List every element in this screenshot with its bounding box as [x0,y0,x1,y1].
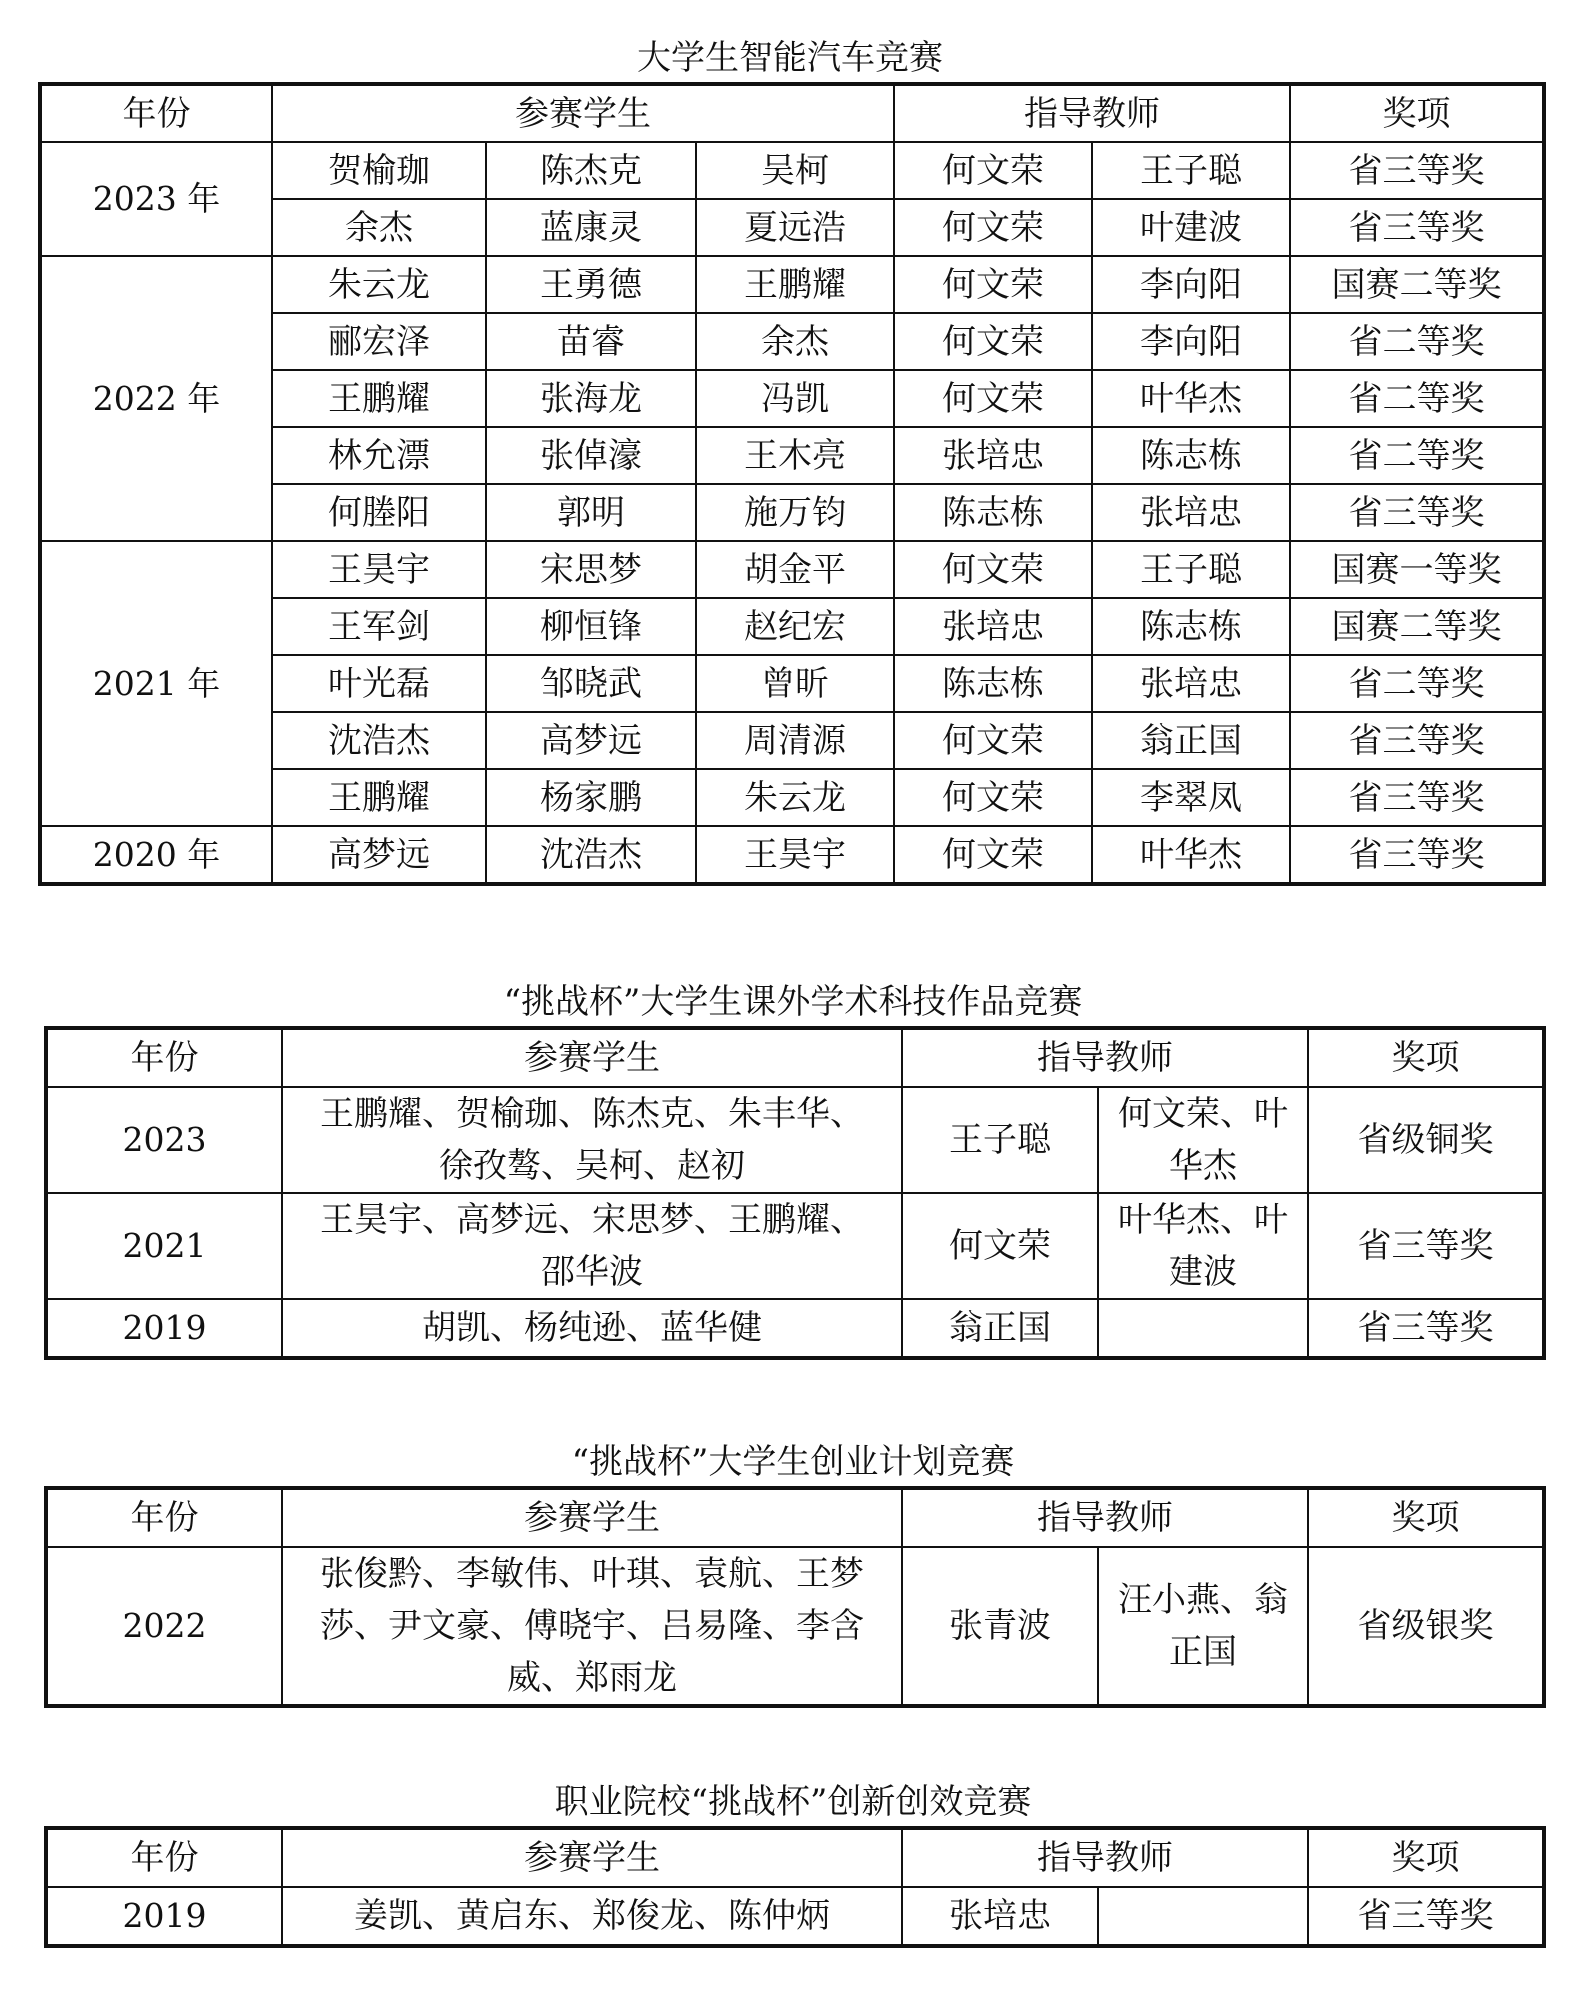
student-cell: 张倬濠 [486,427,696,484]
student-cell: 夏远浩 [696,199,894,256]
student-cell: 王勇德 [486,256,696,313]
students-header: 参赛学生 [272,84,894,142]
teacher-cell: 李向阳 [1092,256,1290,313]
teacher-cell: 翁正国 [902,1299,1098,1358]
student-cell: 郦宏泽 [272,313,486,370]
challenge-cup-academic-title: “挑战杯”大学生课外学术科技作品竞赛 [503,982,1083,1022]
year-cell: 2021 [46,1193,282,1299]
award-header: 奖项 [1308,1488,1544,1547]
teacher-line: 叶华杰、叶 [1118,1200,1288,1240]
teacher-cell: 张培忠 [1092,655,1290,712]
teacher-cell: 何文荣 [894,256,1092,313]
teacher-cell: 何文荣 [894,712,1092,769]
student-cell: 王军剑 [272,598,486,655]
table-header-row [46,1828,1544,1887]
teacher-cell: 陈志栋 [1092,427,1290,484]
teachers-header: 指导教师 [894,84,1290,142]
award-cell: 省三等奖 [1308,1193,1544,1299]
table-header-row [40,84,1544,142]
students-line: 王昊宇、高梦远、宋思梦、王鹏耀、 [320,1200,864,1240]
year-cell: 2022 [46,1547,282,1706]
year-header: 年份 [46,1828,282,1887]
teacher-cell: 张培忠 [902,1887,1098,1946]
award-cell: 省三等奖 [1308,1887,1544,1946]
teacher-cell: 陈志栋 [894,484,1092,541]
student-cell: 宋思梦 [486,541,696,598]
students-cell: 胡凯、杨纯逊、蓝华健 [282,1299,902,1358]
student-cell: 蓝康灵 [486,199,696,256]
year-cell: 2023 年 [40,142,272,256]
student-cell: 高梦远 [272,826,486,884]
students-line: 徐孜骜、吴柯、赵初 [439,1146,745,1186]
year-cell: 2023 [46,1087,282,1193]
teacher-cell: 何文荣 [894,199,1092,256]
teacher-line: 何文荣、叶 [1118,1094,1288,1134]
student-cell: 吴柯 [696,142,894,199]
award-header: 奖项 [1290,84,1544,142]
student-cell: 王昊宇 [272,541,486,598]
teacher-cell: 王子聪 [1092,142,1290,199]
award-cell: 省三等奖 [1290,769,1544,826]
year-cell: 2021 年 [40,541,272,826]
smart-car-competition-section [38,38,1542,886]
vocational-challenge-cup-table [44,1826,1546,1948]
table-header-row [46,1488,1544,1547]
award-header: 奖项 [1308,1028,1544,1087]
teacher-cell-empty [1098,1887,1308,1946]
vocational-challenge-cup-section [44,1782,1542,1948]
student-cell: 沈浩杰 [486,826,696,884]
teacher-cell: 张青波 [902,1547,1098,1706]
year-header: 年份 [46,1028,282,1087]
teacher-cell: 张培忠 [894,427,1092,484]
student-cell: 杨家鹏 [486,769,696,826]
smart-car-table-title: 大学生智能汽车竞赛 [637,38,943,78]
teacher-cell: 何文荣 [894,313,1092,370]
teacher-cell: 何文荣 [894,769,1092,826]
award-cell: 国赛二等奖 [1290,256,1544,313]
award-cell: 省二等奖 [1290,655,1544,712]
award-cell: 省三等奖 [1290,199,1544,256]
students-cell: 姜凯、黄启东、郑俊龙、陈仲炳 [282,1887,902,1946]
vocational-challenge-cup-title: 职业院校“挑战杯”创新创效竞赛 [554,1782,1032,1822]
challenge-cup-academic-table [44,1026,1546,1360]
teacher-cell: 何文荣 [894,370,1092,427]
table-header-row [46,1028,1544,1087]
students-header: 参赛学生 [282,1028,902,1087]
teacher-cell: 何文荣 [894,541,1092,598]
teacher-line: 汪小燕、翁 [1118,1580,1288,1620]
teacher-cell [1098,1087,1308,1193]
student-cell: 周清源 [696,712,894,769]
award-cell: 国赛一等奖 [1290,541,1544,598]
student-cell: 沈浩杰 [272,712,486,769]
students-cell [282,1193,902,1299]
teacher-cell: 陈志栋 [894,655,1092,712]
student-cell: 王昊宇 [696,826,894,884]
student-cell: 王木亮 [696,427,894,484]
student-cell: 王鹏耀 [696,256,894,313]
student-cell: 何塍阳 [272,484,486,541]
student-cell: 陈杰克 [486,142,696,199]
student-cell: 王鹏耀 [272,769,486,826]
year-cell: 2022 年 [40,256,272,541]
student-cell: 林允漂 [272,427,486,484]
award-cell: 省三等奖 [1290,826,1544,884]
year-cell: 2019 [46,1887,282,1946]
teacher-cell: 何文荣 [894,142,1092,199]
student-cell: 曾昕 [696,655,894,712]
table-row [46,1193,1544,1299]
year-cell: 2020 年 [40,826,272,884]
teacher-line: 华杰 [1169,1146,1237,1186]
table-row [40,142,1544,199]
students-line: 莎、尹文豪、傅晓宇、吕易隆、李含 [320,1606,864,1646]
award-cell: 省二等奖 [1290,370,1544,427]
student-cell: 施万钧 [696,484,894,541]
award-cell: 省三等奖 [1290,142,1544,199]
table-row [40,826,1544,884]
student-cell: 柳恒锋 [486,598,696,655]
student-cell: 王鹏耀 [272,370,486,427]
teachers-header: 指导教师 [902,1488,1308,1547]
teacher-cell: 陈志栋 [1092,598,1290,655]
table-row [46,1299,1544,1358]
award-cell: 省级银奖 [1308,1547,1544,1706]
teacher-cell: 张培忠 [1092,484,1290,541]
teacher-cell [1098,1193,1308,1299]
student-cell: 赵纪宏 [696,598,894,655]
challenge-cup-startup-title: “挑战杯”大学生创业计划竞赛 [571,1442,1015,1482]
student-cell: 余杰 [696,313,894,370]
teacher-cell: 王子聪 [1092,541,1290,598]
award-cell: 省三等奖 [1290,484,1544,541]
teachers-header: 指导教师 [902,1828,1308,1887]
award-cell: 省二等奖 [1290,427,1544,484]
student-cell: 郭明 [486,484,696,541]
teacher-cell: 张培忠 [894,598,1092,655]
student-cell: 高梦远 [486,712,696,769]
table-row [40,256,1544,313]
year-header: 年份 [46,1488,282,1547]
challenge-cup-startup-section [44,1442,1542,1708]
award-cell: 国赛二等奖 [1290,598,1544,655]
teacher-line: 建波 [1169,1252,1237,1292]
table-row [46,1547,1544,1706]
students-line: 邵华波 [541,1252,643,1292]
teacher-cell-empty [1098,1299,1308,1358]
student-cell: 苗睿 [486,313,696,370]
teacher-cell: 翁正国 [1092,712,1290,769]
students-line: 威、郑雨龙 [507,1658,677,1698]
table-row [40,541,1544,598]
year-cell: 2019 [46,1299,282,1358]
students-cell [282,1547,902,1706]
teacher-cell: 何文荣 [902,1193,1098,1299]
student-cell: 朱云龙 [272,256,486,313]
year-header: 年份 [40,84,272,142]
teacher-cell [1098,1547,1308,1706]
award-header: 奖项 [1308,1828,1544,1887]
teacher-cell: 李翠凤 [1092,769,1290,826]
table-row [46,1087,1544,1193]
teacher-cell: 叶建波 [1092,199,1290,256]
student-cell: 邹晓武 [486,655,696,712]
students-header: 参赛学生 [282,1488,902,1547]
teacher-cell: 王子聪 [902,1087,1098,1193]
student-cell: 叶光磊 [272,655,486,712]
teacher-cell: 叶华杰 [1092,826,1290,884]
table-row [46,1887,1544,1946]
students-line: 王鹏耀、贺榆珈、陈杰克、朱丰华、 [320,1094,864,1134]
award-cell: 省二等奖 [1290,313,1544,370]
award-cell: 省三等奖 [1290,712,1544,769]
teachers-header: 指导教师 [902,1028,1308,1087]
teacher-cell: 何文荣 [894,826,1092,884]
award-cell: 省三等奖 [1308,1299,1544,1358]
challenge-cup-startup-table [44,1486,1546,1708]
student-cell: 胡金平 [696,541,894,598]
teacher-cell: 李向阳 [1092,313,1290,370]
challenge-cup-academic-section [44,982,1542,1360]
students-cell [282,1087,902,1193]
smart-car-table [38,82,1546,886]
student-cell: 冯凯 [696,370,894,427]
teacher-line: 正国 [1169,1632,1237,1672]
award-cell: 省级铜奖 [1308,1087,1544,1193]
student-cell: 贺榆珈 [272,142,486,199]
students-line: 张俊黔、李敏伟、叶琪、袁航、王梦 [320,1554,864,1594]
student-cell: 张海龙 [486,370,696,427]
student-cell: 朱云龙 [696,769,894,826]
student-cell: 余杰 [272,199,486,256]
students-header: 参赛学生 [282,1828,902,1887]
teacher-cell: 叶华杰 [1092,370,1290,427]
